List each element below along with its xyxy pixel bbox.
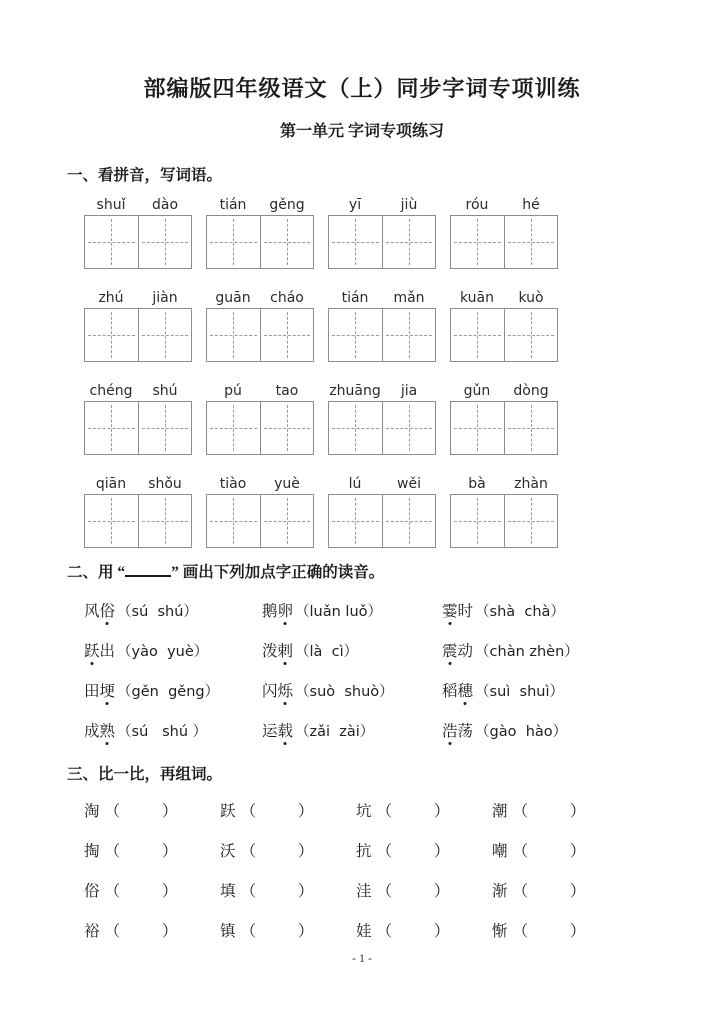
compare-char: 掏 [84, 843, 100, 860]
pinyin-labels [450, 197, 558, 213]
pinyin-syllable: jia [400, 383, 418, 399]
compare-item [220, 870, 356, 910]
compare-item [84, 910, 220, 950]
word-with-dot [442, 639, 473, 661]
pinyin-syllable: kuān [459, 290, 494, 306]
word-with-dot [262, 719, 293, 741]
writing-cell [451, 216, 504, 268]
word-with-dot [84, 639, 115, 661]
compare-char: 嘲 [492, 843, 508, 860]
pinyin-syllable: guān [215, 290, 251, 306]
dotted-char: 卵 [278, 599, 294, 621]
writing-cell [382, 216, 436, 268]
pinyin-syllable: wěi [397, 476, 421, 492]
pinyin-options: （chàn zhèn） [475, 643, 579, 660]
compare-char: 惭 [492, 923, 508, 940]
pronunciation-item [262, 670, 442, 710]
pinyin-syllable: jiù [400, 197, 418, 213]
pinyin-syllable: dòng [513, 383, 549, 399]
dotted-char: 载 [278, 719, 294, 741]
pinyin-options: （là cì） [295, 643, 359, 660]
writing-box-pair [84, 215, 192, 269]
dotted-char: 浩 [442, 719, 458, 741]
paren-open: （ [240, 843, 257, 860]
pinyin-options: （gěn gěng） [117, 683, 220, 700]
pinyin-word-group [206, 476, 314, 548]
dotted-char: 穗 [458, 679, 474, 701]
writing-cell [207, 495, 260, 547]
pinyin-syllable: dào [151, 197, 179, 213]
writing-cell [504, 216, 558, 268]
dotted-char: 埂 [100, 679, 116, 701]
blank-underline [125, 575, 171, 577]
writing-cell [260, 402, 314, 454]
paren-open: （ [240, 883, 257, 900]
paren-open: （ [104, 883, 121, 900]
writing-cell [85, 309, 138, 361]
pinyin-syllable: gěng [269, 197, 305, 213]
pronunciation-item [442, 710, 724, 750]
writing-box-pair [206, 494, 314, 548]
pinyin-syllable: shǒu [148, 476, 182, 492]
word-with-dot [262, 599, 293, 621]
writing-cell [451, 402, 504, 454]
pinyin-labels [450, 290, 558, 306]
compare-item [84, 790, 220, 830]
pinyin-labels [84, 197, 192, 213]
compare-item [356, 910, 492, 950]
pinyin-options: （sú shú） [117, 603, 198, 620]
pinyin-syllable: yī [348, 197, 362, 213]
word-with-dot [442, 679, 473, 701]
paren-close: ） [162, 843, 178, 860]
pinyin-row [84, 476, 724, 548]
pinyin-options: （suò shuò） [295, 683, 394, 700]
pinyin-syllable: yuè [274, 476, 300, 492]
paren-close: ） [434, 923, 450, 940]
paren-open: （ [512, 843, 529, 860]
pinyin-labels [328, 476, 436, 492]
writing-box-pair [450, 401, 558, 455]
pinyin-syllable: bà [468, 476, 486, 492]
pronunciation-item [442, 670, 724, 710]
pinyin-syllable: róu [465, 197, 489, 213]
compare-char: 跃 [220, 803, 236, 820]
pinyin-word-group [450, 383, 558, 455]
writing-cell [504, 402, 558, 454]
word-char: 动 [457, 643, 474, 660]
pinyin-labels [84, 383, 192, 399]
dotted-char: 跃 [84, 639, 100, 661]
pronunciation-item [262, 590, 442, 630]
compare-item [492, 830, 628, 870]
word-char: 稻 [442, 683, 458, 700]
compare-item [492, 910, 628, 950]
compare-item [356, 830, 492, 870]
writing-cell [85, 216, 138, 268]
writing-cell [451, 495, 504, 547]
pinyin-word-group [84, 197, 192, 269]
paren-open: （ [104, 923, 121, 940]
pinyin-word-group [206, 383, 314, 455]
writing-box-pair [206, 401, 314, 455]
writing-box-pair [328, 215, 436, 269]
pronunciation-item [442, 630, 724, 670]
writing-box-pair [450, 215, 558, 269]
compare-item [84, 830, 220, 870]
pinyin-syllable: chéng [89, 383, 133, 399]
pinyin-labels [206, 383, 314, 399]
pinyin-labels [328, 197, 436, 213]
pinyin-syllable: tián [341, 290, 369, 306]
paren-open: （ [512, 803, 529, 820]
paren-open: （ [240, 923, 257, 940]
compare-char: 填 [220, 883, 236, 900]
paren-close: ） [298, 843, 314, 860]
word-char: 运 [262, 723, 278, 740]
pinyin-syllable: kuò [518, 290, 544, 306]
pinyin-syllable: zhú [98, 290, 124, 306]
section2-heading-post: ” 画出下列加点字正确的读音。 [171, 564, 385, 581]
pinyin-syllable: qiān [95, 476, 127, 492]
pinyin-options: （suì shuì） [475, 683, 564, 700]
pinyin-labels [206, 197, 314, 213]
word-char: 风 [84, 603, 100, 620]
compare-char: 洼 [356, 883, 372, 900]
pinyin-options: （yào yuè） [117, 643, 209, 660]
pronunciation-grid [84, 590, 724, 750]
pronunciation-item [84, 630, 262, 670]
pinyin-writing-grid [84, 197, 724, 548]
pinyin-syllable: tiào [219, 476, 247, 492]
writing-cell [207, 216, 260, 268]
pinyin-options: （shà chà） [475, 603, 565, 620]
paren-close: ） [162, 803, 178, 820]
compare-char: 淘 [84, 803, 100, 820]
compare-item [492, 870, 628, 910]
paren-close: ） [570, 883, 586, 900]
paren-open: （ [104, 803, 121, 820]
word-char: 田 [84, 683, 100, 700]
writing-cell [329, 495, 382, 547]
pinyin-syllable: gǔn [463, 383, 491, 399]
pinyin-labels [84, 290, 192, 306]
pinyin-word-group [450, 290, 558, 362]
word-with-dot [262, 679, 293, 701]
pinyin-word-group [206, 197, 314, 269]
writing-box-pair [84, 494, 192, 548]
dotted-char: 震 [442, 639, 458, 661]
paren-open: （ [376, 923, 393, 940]
word-char: 荡 [457, 723, 474, 740]
dotted-char: 霎 [442, 599, 458, 621]
paren-close: ） [298, 803, 314, 820]
writing-cell [85, 402, 138, 454]
section1-heading: 一、看拼音，写词语。 [67, 167, 223, 184]
writing-cell [451, 309, 504, 361]
pinyin-word-group [450, 197, 558, 269]
pinyin-syllable: hé [522, 197, 540, 213]
section2-heading-pre: 二、用 “ [67, 564, 126, 581]
paren-close: ） [298, 923, 314, 940]
compare-char: 渐 [492, 883, 508, 900]
paren-open: （ [512, 923, 529, 940]
writing-cell [138, 402, 192, 454]
dotted-char: 剌 [278, 639, 294, 661]
writing-cell [382, 495, 436, 547]
word-with-dot [84, 599, 115, 621]
writing-cell [207, 309, 260, 361]
writing-cell [260, 216, 314, 268]
paren-close: ） [570, 803, 586, 820]
compare-item [356, 870, 492, 910]
section2-heading [67, 560, 724, 582]
pinyin-labels [206, 476, 314, 492]
pinyin-labels [206, 290, 314, 306]
compare-char: 裕 [84, 923, 100, 940]
paren-open: （ [240, 803, 257, 820]
paren-close: ） [162, 883, 178, 900]
writing-cell [138, 495, 192, 547]
writing-box-pair [206, 215, 314, 269]
pronunciation-item [84, 670, 262, 710]
writing-cell [138, 309, 192, 361]
page-subtitle: 第一单元 字词专项练习 [279, 123, 444, 140]
writing-cell [138, 216, 192, 268]
pinyin-word-group [328, 476, 436, 548]
pinyin-row [84, 290, 724, 362]
paren-close: ） [298, 883, 314, 900]
compare-item [356, 790, 492, 830]
compare-char: 抗 [356, 843, 372, 860]
writing-cell [329, 309, 382, 361]
section3-heading: 三、比一比，再组词。 [67, 766, 223, 783]
pinyin-word-group [450, 476, 558, 548]
pronunciation-item [262, 710, 442, 750]
compare-char: 俗 [84, 883, 100, 900]
pinyin-syllable: shuǐ [96, 197, 126, 213]
word-with-dot [84, 719, 115, 741]
word-char: 鹅 [262, 603, 278, 620]
pinyin-syllable: jiàn [152, 290, 178, 306]
pronunciation-item [262, 630, 442, 670]
compare-item [220, 830, 356, 870]
paren-close: ） [434, 843, 450, 860]
word-char: 时 [457, 603, 474, 620]
writing-box-pair [206, 308, 314, 362]
paren-open: （ [512, 883, 529, 900]
writing-box-pair [450, 494, 558, 548]
writing-cell [504, 309, 558, 361]
writing-box-pair [328, 401, 436, 455]
pinyin-syllable: mǎn [393, 290, 425, 306]
writing-cell [260, 309, 314, 361]
dotted-char: 烁 [278, 679, 294, 701]
dotted-char: 熟 [100, 719, 116, 741]
writing-box-pair [328, 308, 436, 362]
pinyin-word-group [328, 383, 436, 455]
compare-char: 镇 [220, 923, 236, 940]
writing-cell [504, 495, 558, 547]
compare-char: 坑 [356, 803, 372, 820]
writing-box-pair [450, 308, 558, 362]
word-with-dot [442, 719, 473, 741]
writing-box-pair [84, 401, 192, 455]
paren-close: ） [162, 923, 178, 940]
writing-cell [382, 402, 436, 454]
paren-open: （ [376, 843, 393, 860]
writing-cell [85, 495, 138, 547]
word-with-dot [262, 639, 293, 661]
pinyin-syllable: zhuāng [329, 383, 381, 399]
pinyin-labels [450, 383, 558, 399]
pinyin-row [84, 197, 724, 269]
paren-close: ） [434, 803, 450, 820]
pinyin-word-group [84, 290, 192, 362]
word-with-dot [442, 599, 473, 621]
pinyin-options: （sú shú ） [117, 723, 208, 740]
pinyin-word-group [84, 476, 192, 548]
page-title: 部编版四年级语文（上）同步字词专项训练 [143, 76, 581, 101]
pronunciation-item [84, 710, 262, 750]
writing-cell [207, 402, 260, 454]
paren-open: （ [104, 843, 121, 860]
word-char: 成 [84, 723, 100, 740]
pinyin-syllable: cháo [270, 290, 304, 306]
writing-cell [329, 402, 382, 454]
paren-close: ） [570, 923, 586, 940]
compare-words-grid [84, 790, 724, 950]
pronunciation-item [84, 590, 262, 630]
writing-box-pair [84, 308, 192, 362]
paren-open: （ [376, 803, 393, 820]
pinyin-syllable: tao [275, 383, 299, 399]
pinyin-labels [84, 476, 192, 492]
pinyin-syllable: shú [152, 383, 178, 399]
pinyin-labels [328, 290, 436, 306]
pronunciation-item [442, 590, 724, 630]
writing-box-pair [328, 494, 436, 548]
pinyin-word-group [328, 290, 436, 362]
pinyin-options: （gào hào） [475, 723, 568, 740]
word-with-dot [84, 679, 115, 701]
pinyin-labels [328, 383, 436, 399]
compare-item [84, 870, 220, 910]
writing-cell [260, 495, 314, 547]
writing-cell [329, 216, 382, 268]
paren-close: ） [570, 843, 586, 860]
pinyin-options: （zǎi zài） [295, 723, 375, 740]
pinyin-syllable: lú [348, 476, 362, 492]
pinyin-word-group [328, 197, 436, 269]
pinyin-word-group [84, 383, 192, 455]
writing-cell [382, 309, 436, 361]
compare-item [220, 790, 356, 830]
compare-char: 潮 [492, 803, 508, 820]
compare-char: 沃 [220, 843, 236, 860]
pinyin-row [84, 383, 724, 455]
paren-close: ） [434, 883, 450, 900]
pinyin-syllable: pú [224, 383, 242, 399]
pinyin-word-group [206, 290, 314, 362]
pinyin-options: （luǎn luǒ） [295, 603, 383, 620]
word-char: 出 [99, 643, 116, 660]
pinyin-syllable: zhàn [514, 476, 548, 492]
word-char: 闪 [262, 683, 278, 700]
compare-item [492, 790, 628, 830]
paren-open: （ [376, 883, 393, 900]
compare-char: 娃 [356, 923, 372, 940]
pinyin-syllable: tián [219, 197, 247, 213]
word-char: 泼 [262, 643, 278, 660]
pinyin-labels [450, 476, 558, 492]
compare-item [220, 910, 356, 950]
page-number: - 1 - [352, 951, 372, 965]
dotted-char: 俗 [100, 599, 116, 621]
